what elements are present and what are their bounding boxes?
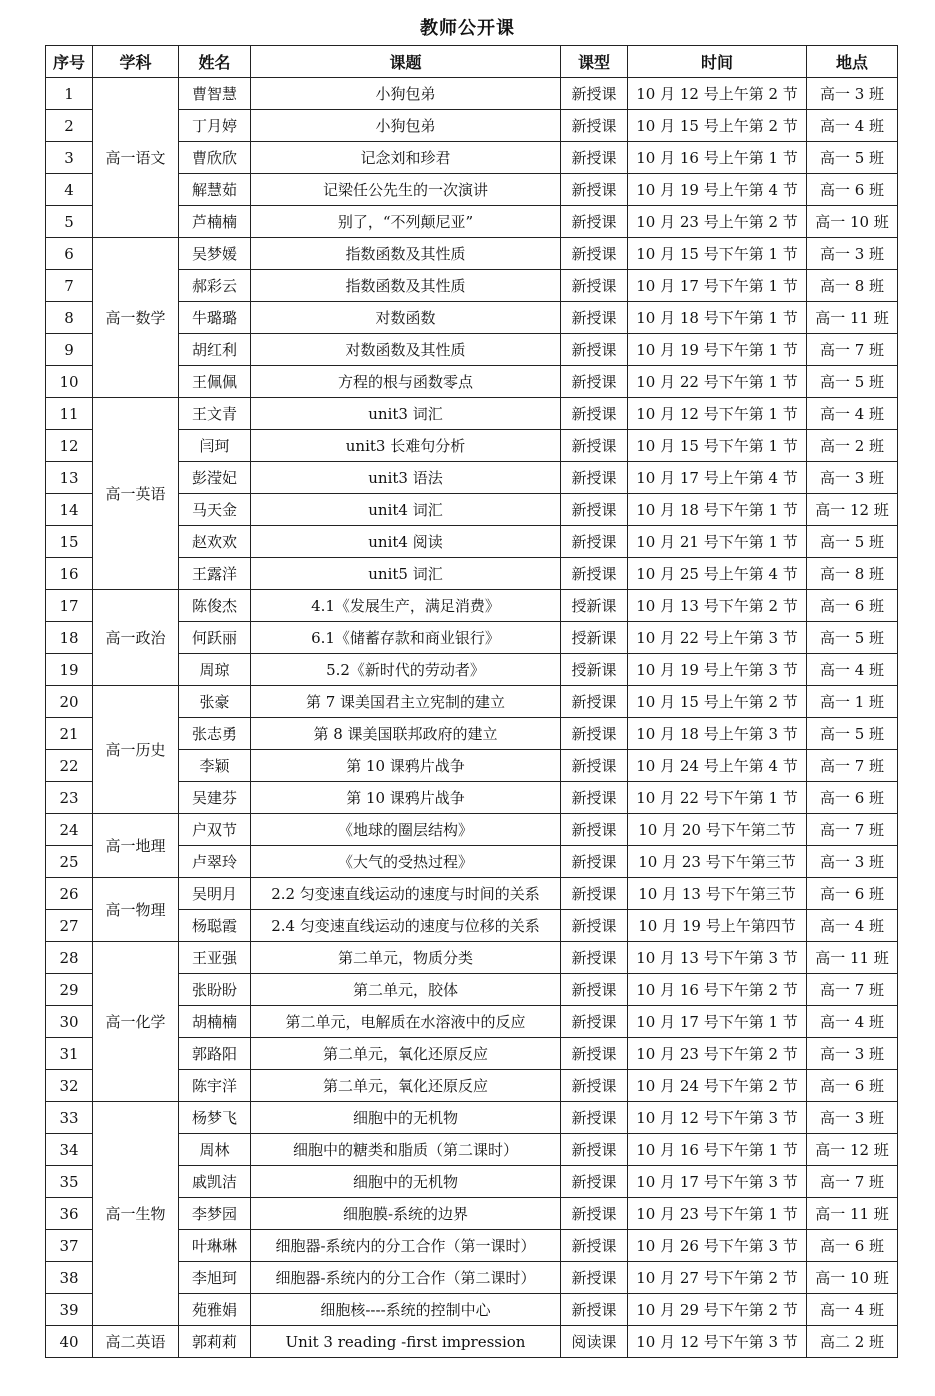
cell-topic: 第二单元，氧化还原反应	[251, 1070, 561, 1102]
cell-type: 新授课	[561, 878, 628, 910]
cell-time: 10 月 23 号下午第 1 节	[628, 1198, 807, 1230]
header-row	[46, 46, 898, 78]
cell-type: 新授课	[561, 1230, 628, 1262]
cell-time: 10 月 16 号上午第 1 节	[628, 142, 807, 174]
cell-teacher: 彭滢妃	[179, 462, 251, 494]
cell-topic: 记念刘和珍君	[251, 142, 561, 174]
cell-type: 新授课	[561, 142, 628, 174]
cell-index: 15	[46, 526, 93, 558]
cell-type: 新授课	[561, 1070, 628, 1102]
cell-location: 高一 5 班	[807, 142, 898, 174]
cell-index: 12	[46, 430, 93, 462]
table-row	[46, 590, 898, 622]
cell-teacher: 郭路阳	[179, 1038, 251, 1070]
cell-index: 13	[46, 462, 93, 494]
cell-index: 22	[46, 750, 93, 782]
cell-index: 9	[46, 334, 93, 366]
cell-index: 33	[46, 1102, 93, 1134]
cell-location: 高一 1 班	[807, 686, 898, 718]
cell-type: 新授课	[561, 686, 628, 718]
cell-time: 10 月 19 号上午第 3 节	[628, 654, 807, 686]
cell-index: 39	[46, 1294, 93, 1326]
cell-index: 25	[46, 846, 93, 878]
cell-location: 高一 3 班	[807, 78, 898, 110]
cell-type: 新授课	[561, 302, 628, 334]
cell-time: 10 月 12 号上午第 2 节	[628, 78, 807, 110]
cell-topic: 2.4 匀变速直线运动的速度与位移的关系	[251, 910, 561, 942]
cell-subject: 高一英语	[93, 398, 179, 590]
cell-topic: 第 10 课鸦片战争	[251, 782, 561, 814]
cell-index: 4	[46, 174, 93, 206]
cell-time: 10 月 19 号上午第四节	[628, 910, 807, 942]
cell-type: 新授课	[561, 1198, 628, 1230]
cell-teacher: 张豪	[179, 686, 251, 718]
cell-type: 授新课	[561, 622, 628, 654]
cell-teacher: 王文青	[179, 398, 251, 430]
cell-teacher: 戚凯洁	[179, 1166, 251, 1198]
cell-teacher: 李颖	[179, 750, 251, 782]
cell-location: 高二 2 班	[807, 1326, 898, 1358]
cell-location: 高一 12 班	[807, 494, 898, 526]
cell-teacher: 郝彩云	[179, 270, 251, 302]
cell-teacher: 曹欣欣	[179, 142, 251, 174]
cell-time: 10 月 19 号下午第 1 节	[628, 334, 807, 366]
cell-index: 2	[46, 110, 93, 142]
cell-topic: 小狗包弟	[251, 78, 561, 110]
cell-index: 31	[46, 1038, 93, 1070]
cell-topic: 细胞中的无机物	[251, 1166, 561, 1198]
cell-teacher: 卢翠玲	[179, 846, 251, 878]
cell-index: 10	[46, 366, 93, 398]
cell-index: 6	[46, 238, 93, 270]
cell-location: 高一 8 班	[807, 270, 898, 302]
cell-location: 高一 3 班	[807, 1102, 898, 1134]
cell-teacher: 牛璐璐	[179, 302, 251, 334]
cell-type: 新授课	[561, 974, 628, 1006]
header-topic: 课题	[251, 46, 561, 78]
cell-location: 高一 4 班	[807, 910, 898, 942]
cell-location: 高一 11 班	[807, 302, 898, 334]
cell-topic: 细胞中的糖类和脂质（第二课时）	[251, 1134, 561, 1166]
cell-subject: 高一历史	[93, 686, 179, 814]
cell-location: 高一 7 班	[807, 1166, 898, 1198]
cell-teacher: 胡楠楠	[179, 1006, 251, 1038]
cell-time: 10 月 17 号下午第 1 节	[628, 270, 807, 302]
header-location: 地点	[807, 46, 898, 78]
cell-topic: 6.1《储蓄存款和商业银行》	[251, 622, 561, 654]
cell-topic: 对数函数	[251, 302, 561, 334]
table-row	[46, 814, 898, 846]
cell-time: 10 月 12 号下午第 3 节	[628, 1326, 807, 1358]
cell-type: 阅读课	[561, 1326, 628, 1358]
cell-teacher: 何跃丽	[179, 622, 251, 654]
cell-index: 3	[46, 142, 93, 174]
cell-time: 10 月 15 号下午第 1 节	[628, 430, 807, 462]
cell-topic: 对数函数及其性质	[251, 334, 561, 366]
header-time: 时间	[628, 46, 807, 78]
cell-teacher: 杨梦飞	[179, 1102, 251, 1134]
cell-location: 高一 7 班	[807, 974, 898, 1006]
cell-topic: 4.1《发展生产，满足消费》	[251, 590, 561, 622]
cell-location: 高一 6 班	[807, 1230, 898, 1262]
cell-time: 10 月 24 号上午第 4 节	[628, 750, 807, 782]
cell-teacher: 王亚强	[179, 942, 251, 974]
cell-teacher: 郭莉莉	[179, 1326, 251, 1358]
schedule-table	[45, 45, 898, 1358]
cell-location: 高一 6 班	[807, 174, 898, 206]
cell-topic: 第 8 课美国联邦政府的建立	[251, 718, 561, 750]
cell-teacher: 李旭珂	[179, 1262, 251, 1294]
cell-teacher: 陈宇洋	[179, 1070, 251, 1102]
cell-type: 新授课	[561, 782, 628, 814]
cell-location: 高一 6 班	[807, 782, 898, 814]
cell-teacher: 户双节	[179, 814, 251, 846]
cell-topic: 第二单元，物质分类	[251, 942, 561, 974]
cell-index: 8	[46, 302, 93, 334]
cell-time: 10 月 18 号下午第 1 节	[628, 494, 807, 526]
cell-type: 新授课	[561, 398, 628, 430]
cell-topic: Unit 3 reading -first impression	[251, 1326, 561, 1358]
cell-location: 高一 4 班	[807, 110, 898, 142]
cell-subject: 高一物理	[93, 878, 179, 942]
cell-time: 10 月 18 号下午第 1 节	[628, 302, 807, 334]
page-title: 教师公开课	[420, 18, 515, 39]
cell-topic: unit3 语法	[251, 462, 561, 494]
cell-location: 高一 6 班	[807, 878, 898, 910]
cell-subject: 高一地理	[93, 814, 179, 878]
cell-location: 高一 8 班	[807, 558, 898, 590]
cell-index: 16	[46, 558, 93, 590]
cell-teacher: 杨聪霞	[179, 910, 251, 942]
cell-location: 高一 12 班	[807, 1134, 898, 1166]
cell-time: 10 月 13 号下午第 3 节	[628, 942, 807, 974]
cell-type: 新授课	[561, 462, 628, 494]
cell-location: 高一 5 班	[807, 622, 898, 654]
cell-type: 新授课	[561, 334, 628, 366]
cell-index: 5	[46, 206, 93, 238]
table-row	[46, 686, 898, 718]
cell-time: 10 月 13 号下午第三节	[628, 878, 807, 910]
cell-time: 10 月 21 号下午第 1 节	[628, 526, 807, 558]
cell-location: 高一 4 班	[807, 1006, 898, 1038]
cell-teacher: 芦楠楠	[179, 206, 251, 238]
cell-time: 10 月 15 号上午第 2 节	[628, 110, 807, 142]
cell-time: 10 月 12 号下午第 3 节	[628, 1102, 807, 1134]
cell-location: 高一 5 班	[807, 718, 898, 750]
cell-type: 授新课	[561, 590, 628, 622]
cell-index: 19	[46, 654, 93, 686]
cell-index: 24	[46, 814, 93, 846]
cell-index: 30	[46, 1006, 93, 1038]
cell-topic: 细胞膜-系统的边界	[251, 1198, 561, 1230]
header-subject: 学科	[93, 46, 179, 78]
cell-index: 38	[46, 1262, 93, 1294]
cell-topic: 第 7 课美国君主立宪制的建立	[251, 686, 561, 718]
cell-type: 新授课	[561, 1134, 628, 1166]
table-row	[46, 78, 898, 110]
cell-time: 10 月 27 号下午第 2 节	[628, 1262, 807, 1294]
cell-teacher: 王佩佩	[179, 366, 251, 398]
header-teacher: 姓名	[179, 46, 251, 78]
cell-location: 高一 3 班	[807, 1038, 898, 1070]
cell-teacher: 丁月婷	[179, 110, 251, 142]
cell-topic: 《地球的圈层结构》	[251, 814, 561, 846]
cell-index: 14	[46, 494, 93, 526]
cell-topic: 方程的根与函数零点	[251, 366, 561, 398]
cell-teacher: 马天金	[179, 494, 251, 526]
cell-time: 10 月 17 号下午第 3 节	[628, 1166, 807, 1198]
cell-index: 21	[46, 718, 93, 750]
cell-location: 高一 3 班	[807, 846, 898, 878]
cell-location: 高一 3 班	[807, 462, 898, 494]
cell-index: 37	[46, 1230, 93, 1262]
cell-topic: 小狗包弟	[251, 110, 561, 142]
cell-teacher: 曹智慧	[179, 78, 251, 110]
cell-time: 10 月 24 号下午第 2 节	[628, 1070, 807, 1102]
cell-topic: unit4 阅读	[251, 526, 561, 558]
cell-teacher: 李梦园	[179, 1198, 251, 1230]
cell-index: 28	[46, 942, 93, 974]
cell-index: 36	[46, 1198, 93, 1230]
cell-subject: 高一数学	[93, 238, 179, 398]
cell-type: 新授课	[561, 174, 628, 206]
cell-index: 1	[46, 78, 93, 110]
cell-time: 10 月 19 号上午第 4 节	[628, 174, 807, 206]
cell-index: 23	[46, 782, 93, 814]
cell-teacher: 吴明月	[179, 878, 251, 910]
cell-location: 高一 4 班	[807, 1294, 898, 1326]
cell-topic: unit5 词汇	[251, 558, 561, 590]
cell-subject: 高一化学	[93, 942, 179, 1102]
cell-subject: 高一语文	[93, 78, 179, 238]
cell-time: 10 月 15 号下午第 1 节	[628, 238, 807, 270]
cell-teacher: 苑雅娟	[179, 1294, 251, 1326]
cell-type: 新授课	[561, 814, 628, 846]
table-row	[46, 1102, 898, 1134]
cell-location: 高一 10 班	[807, 1262, 898, 1294]
cell-type: 新授课	[561, 270, 628, 302]
cell-location: 高一 10 班	[807, 206, 898, 238]
cell-index: 34	[46, 1134, 93, 1166]
cell-type: 新授课	[561, 366, 628, 398]
cell-type: 新授课	[561, 942, 628, 974]
cell-location: 高一 3 班	[807, 238, 898, 270]
cell-location: 高一 2 班	[807, 430, 898, 462]
cell-topic: 5.2《新时代的劳动者》	[251, 654, 561, 686]
cell-location: 高一 7 班	[807, 750, 898, 782]
cell-type: 新授课	[561, 430, 628, 462]
cell-time: 10 月 16 号下午第 1 节	[628, 1134, 807, 1166]
cell-location: 高一 7 班	[807, 814, 898, 846]
cell-type: 新授课	[561, 1166, 628, 1198]
cell-teacher: 张盼盼	[179, 974, 251, 1006]
cell-type: 新授课	[561, 718, 628, 750]
cell-subject: 高二英语	[93, 1326, 179, 1358]
cell-topic: 细胞器-系统内的分工合作（第二课时）	[251, 1262, 561, 1294]
cell-time: 10 月 23 号下午第三节	[628, 846, 807, 878]
cell-location: 高一 4 班	[807, 654, 898, 686]
cell-time: 10 月 22 号下午第 1 节	[628, 782, 807, 814]
cell-time: 10 月 26 号下午第 3 节	[628, 1230, 807, 1262]
cell-time: 10 月 23 号下午第 2 节	[628, 1038, 807, 1070]
cell-topic: 细胞中的无机物	[251, 1102, 561, 1134]
cell-time: 10 月 22 号下午第 1 节	[628, 366, 807, 398]
cell-teacher: 叶琳琳	[179, 1230, 251, 1262]
cell-topic: 指数函数及其性质	[251, 238, 561, 270]
cell-type: 新授课	[561, 910, 628, 942]
cell-index: 26	[46, 878, 93, 910]
cell-topic: 《大气的受热过程》	[251, 846, 561, 878]
cell-type: 新授课	[561, 1262, 628, 1294]
cell-location: 高一 6 班	[807, 1070, 898, 1102]
cell-time: 10 月 13 号下午第 2 节	[628, 590, 807, 622]
cell-index: 32	[46, 1070, 93, 1102]
cell-type: 新授课	[561, 1102, 628, 1134]
cell-topic: 第二单元，电解质在水溶液中的反应	[251, 1006, 561, 1038]
cell-topic: 细胞核----系统的控制中心	[251, 1294, 561, 1326]
cell-topic: 细胞器-系统内的分工合作（第一课时）	[251, 1230, 561, 1262]
cell-type: 新授课	[561, 78, 628, 110]
cell-subject: 高一生物	[93, 1102, 179, 1326]
cell-topic: unit3 词汇	[251, 398, 561, 430]
header-type: 课型	[561, 46, 628, 78]
cell-location: 高一 5 班	[807, 366, 898, 398]
cell-location: 高一 11 班	[807, 1198, 898, 1230]
cell-time: 10 月 23 号上午第 2 节	[628, 206, 807, 238]
cell-type: 新授课	[561, 1294, 628, 1326]
cell-topic: 第二单元，胶体	[251, 974, 561, 1006]
cell-type: 新授课	[561, 526, 628, 558]
cell-time: 10 月 29 号下午第 2 节	[628, 1294, 807, 1326]
cell-time: 10 月 20 号下午第二节	[628, 814, 807, 846]
cell-type: 新授课	[561, 238, 628, 270]
cell-index: 20	[46, 686, 93, 718]
cell-location: 高一 4 班	[807, 398, 898, 430]
cell-topic: 指数函数及其性质	[251, 270, 561, 302]
cell-index: 18	[46, 622, 93, 654]
cell-type: 新授课	[561, 1038, 628, 1070]
cell-time: 10 月 18 号上午第 3 节	[628, 718, 807, 750]
cell-teacher: 王露洋	[179, 558, 251, 590]
table-row	[46, 878, 898, 910]
cell-type: 新授课	[561, 206, 628, 238]
cell-time: 10 月 16 号下午第 2 节	[628, 974, 807, 1006]
table-row	[46, 398, 898, 430]
cell-topic: 第二单元，氧化还原反应	[251, 1038, 561, 1070]
cell-location: 高一 11 班	[807, 942, 898, 974]
cell-topic: 第 10 课鸦片战争	[251, 750, 561, 782]
cell-location: 高一 5 班	[807, 526, 898, 558]
cell-type: 新授课	[561, 558, 628, 590]
table-row	[46, 942, 898, 974]
cell-type: 新授课	[561, 110, 628, 142]
cell-index: 11	[46, 398, 93, 430]
cell-teacher: 赵欢欢	[179, 526, 251, 558]
cell-index: 27	[46, 910, 93, 942]
cell-index: 17	[46, 590, 93, 622]
cell-teacher: 张志勇	[179, 718, 251, 750]
table-row	[46, 238, 898, 270]
cell-type: 新授课	[561, 750, 628, 782]
cell-type: 新授课	[561, 494, 628, 526]
cell-time: 10 月 17 号上午第 4 节	[628, 462, 807, 494]
cell-teacher: 陈俊杰	[179, 590, 251, 622]
cell-teacher: 闫珂	[179, 430, 251, 462]
cell-topic: unit3 长难句分析	[251, 430, 561, 462]
cell-type: 新授课	[561, 846, 628, 878]
cell-topic: 2.2 匀变速直线运动的速度与时间的关系	[251, 878, 561, 910]
cell-teacher: 胡红利	[179, 334, 251, 366]
cell-time: 10 月 17 号下午第 1 节	[628, 1006, 807, 1038]
cell-topic: unit4 词汇	[251, 494, 561, 526]
cell-teacher: 吴梦媛	[179, 238, 251, 270]
table-body	[46, 78, 898, 1358]
cell-topic: 别了，“不列颠尼亚”	[251, 206, 561, 238]
header-index: 序号	[46, 46, 93, 78]
cell-time: 10 月 12 号下午第 1 节	[628, 398, 807, 430]
cell-topic: 记梁任公先生的一次演讲	[251, 174, 561, 206]
cell-subject: 高一政治	[93, 590, 179, 686]
cell-teacher: 周林	[179, 1134, 251, 1166]
cell-index: 40	[46, 1326, 93, 1358]
cell-index: 29	[46, 974, 93, 1006]
cell-index: 35	[46, 1166, 93, 1198]
cell-type: 新授课	[561, 1006, 628, 1038]
cell-type: 授新课	[561, 654, 628, 686]
cell-location: 高一 6 班	[807, 590, 898, 622]
cell-index: 7	[46, 270, 93, 302]
cell-time: 10 月 25 号上午第 4 节	[628, 558, 807, 590]
cell-teacher: 解慧茹	[179, 174, 251, 206]
cell-teacher: 周琼	[179, 654, 251, 686]
cell-teacher: 吴建芬	[179, 782, 251, 814]
cell-time: 10 月 15 号上午第 2 节	[628, 686, 807, 718]
cell-time: 10 月 22 号上午第 3 节	[628, 622, 807, 654]
cell-location: 高一 7 班	[807, 334, 898, 366]
table-row	[46, 1326, 898, 1358]
